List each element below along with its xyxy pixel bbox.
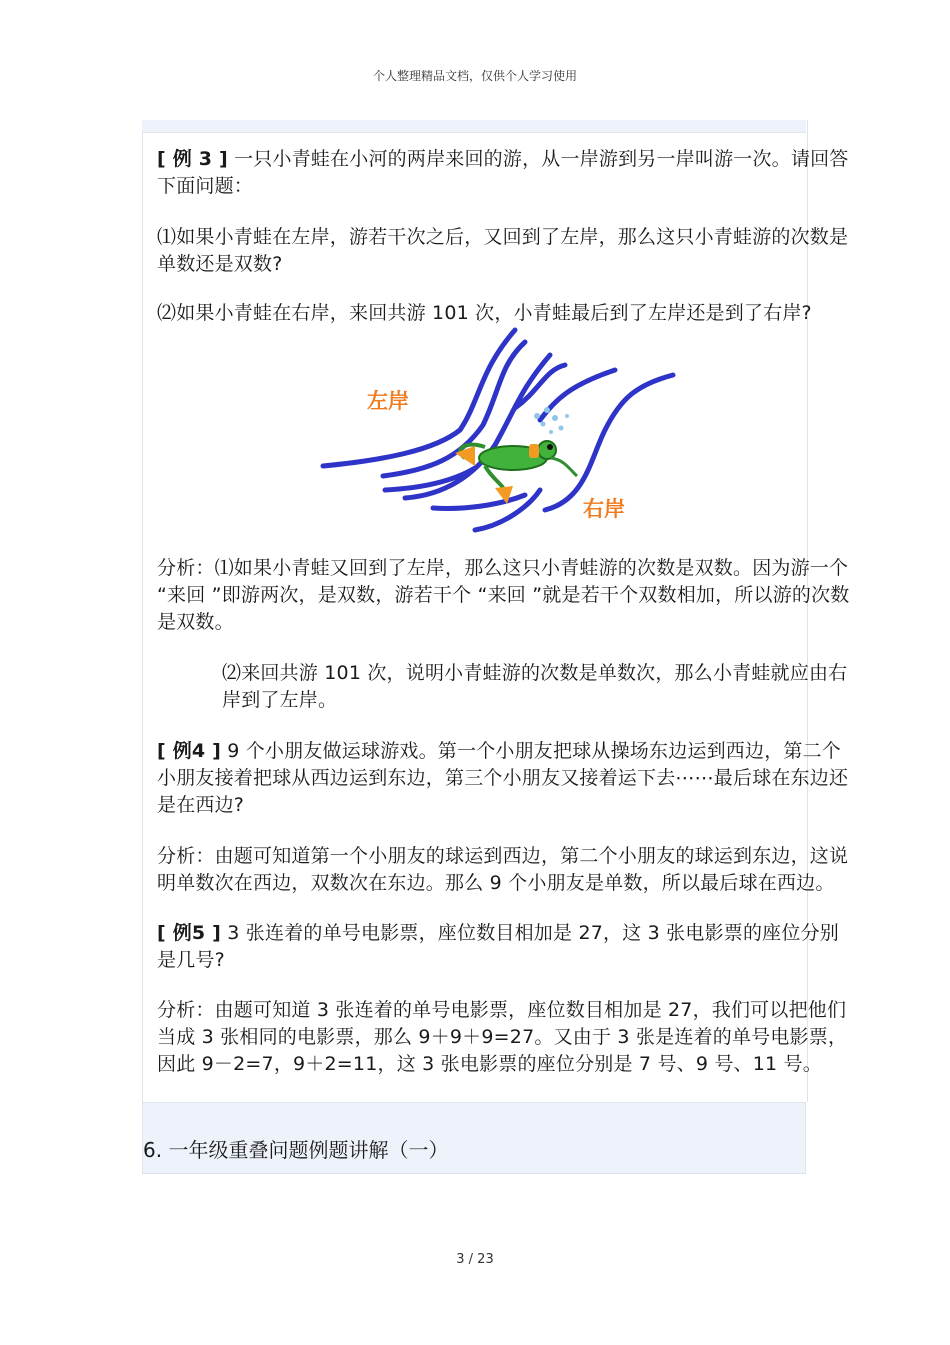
example5-analysis: 分析：由题可知道 3 张连着的单号电影票，座位数目相加是 27，我们可以把他们当成 3 张相同的电影票，那么 9＋9＋9=27。又由于 3 张是连着的单号电影票，因此 9－2=7，9＋2=11，这 3 张电影票的座位分别是 7 号、9 号、11 号。 — [157, 999, 848, 1075]
example5-question-text: 3 张连着的单号电影票，座位数目相加是 27，这 3 张电影票的座位分别是几号? — [157, 922, 839, 971]
example4-question — [157, 738, 857, 819]
example3-q2: ⑵如果小青蛙在右岸，来回共游 101 次，小青蛙最后到了左岸还是到了右岸? — [157, 302, 812, 324]
content-top-strip — [142, 120, 806, 133]
example4-analysis: 分析：由题可知道第一个小朋友的球运到西边，第二个小朋友的球运到东边，这说明单数次在西边，双数次在东边。那么 9 个小朋友是单数，所以最后球在西边。 — [157, 845, 849, 894]
example3-analysis1: 分析：⑴如果小青蛙又回到了左岸，那么这只小青蛙游的次数是双数。因为游一个 “来回 ”即游两次，是双数，游若干个 “来回 ”就是若干个双数相加，所以游的次数是双数。 — [157, 557, 850, 633]
example3-tag: [ 例 3 ] — [157, 148, 228, 170]
example3-analysis2: ⑵来回共游 101 次，说明小青蛙游的次数是单数次，那么小青蛙就应由右岸到了左岸。 — [222, 662, 848, 711]
example3-q1: ⑴如果小青蛙在左岸，游若干次之后，又回到了左岸，那么这只小青蛙游的次数是单数还是双数? — [157, 226, 849, 275]
left-bank-label: 左岸 — [367, 389, 409, 413]
example3-question-text: 一只小青蛙在小河的两岸来回的游，从一岸游到另一岸叫游一次。请回答下面问题： — [157, 148, 849, 197]
example3-question — [157, 146, 857, 200]
example5-tag: [ 例5 ] — [157, 922, 222, 944]
example4-tag: [ 例4 ] — [157, 740, 222, 762]
example5-question — [157, 920, 857, 974]
page-number: 3 / 23 — [456, 1252, 494, 1267]
section-title: 6. 一年级重叠问题例题讲解（一） — [143, 1138, 449, 1162]
right-bank-label: 右岸 — [583, 497, 625, 521]
example4-question-text: 9 个小朋友做运球游戏。第一个小朋友把球从操场东边运到西边，第二个小朋友接着把球从西边运到东边，第三个小朋友又接着运下去⋯⋯最后球在东边还是在西边? — [157, 740, 849, 816]
page-header: 个人整理精品文档，仅供个人学习使用 — [372, 69, 577, 83]
frog-river-illustration — [315, 320, 695, 540]
